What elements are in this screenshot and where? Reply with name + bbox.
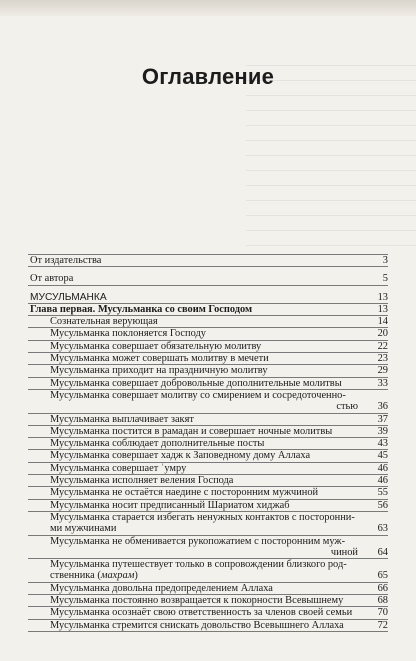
toc-entry[interactable] bbox=[28, 620, 388, 632]
toc-entry[interactable] bbox=[28, 255, 388, 267]
toc-entry-line1: Мусульманка совершает молитву со смирением и сосредоточенно- bbox=[50, 389, 346, 401]
toc-entry-page: 5 bbox=[382, 273, 388, 285]
page-title: Оглавление bbox=[141, 64, 275, 89]
toc-entry[interactable] bbox=[28, 341, 388, 353]
toc-entry-page: 29 bbox=[377, 365, 388, 377]
table-of-contents bbox=[28, 254, 388, 632]
toc-entry[interactable] bbox=[28, 328, 388, 340]
toc-entry-page: 70 bbox=[377, 607, 388, 619]
toc-entry[interactable] bbox=[28, 583, 388, 595]
toc-entry-title: Мусульманка исполняет веления Господа bbox=[50, 475, 234, 487]
toc-entry-line1: Мусульманка путешествует только в сопровождении близкого род- bbox=[50, 559, 347, 571]
toc-entry-page: 39 bbox=[377, 425, 388, 437]
toc-entry-page: 37 bbox=[377, 413, 388, 425]
toc-entry-page: 14 bbox=[377, 316, 388, 328]
toc-entry-line1: Мусульманка старается избегать ненужных контактов с посторонни- bbox=[50, 511, 355, 523]
toc-entry[interactable] bbox=[28, 536, 388, 560]
toc-chapter-heading[interactable] bbox=[28, 304, 388, 316]
page-top-edge bbox=[0, 0, 416, 16]
toc-entry-line2 bbox=[50, 570, 360, 581]
toc-entry-title bbox=[28, 512, 366, 535]
toc-entry[interactable] bbox=[28, 512, 388, 536]
toc-entry-page: 43 bbox=[377, 438, 388, 450]
toc-entry-line2: чиной bbox=[330, 546, 358, 558]
toc-entry-title: Мусульманка соблюдает дополнительные посты bbox=[50, 438, 265, 450]
toc-entry-title: Мусульманка совершает добровольные дополнительные молитвы bbox=[50, 377, 342, 389]
toc-entry-line2: стью bbox=[336, 401, 358, 413]
toc-entry-line2: ми мужчинами bbox=[50, 523, 117, 535]
toc-entry-page: 13 bbox=[377, 303, 388, 315]
toc-entry-title: Мусульманка совершает обязательную молитву bbox=[50, 340, 262, 352]
toc-entry-title: Мусульманка постится в рамадан и совершает ночные молитвы bbox=[50, 425, 333, 437]
toc-entry-title: Мусульманка приходит на праздничную молитву bbox=[50, 365, 268, 377]
toc-entry[interactable] bbox=[28, 450, 388, 462]
toc-entry-title bbox=[28, 536, 366, 559]
toc-entry-page: 45 bbox=[377, 450, 388, 462]
toc-entry-title: Мусульманка довольна предопределением Аллаха bbox=[50, 582, 273, 594]
toc-entry-page: 46 bbox=[377, 462, 388, 474]
toc-entry-line2-term: махрам bbox=[100, 570, 135, 582]
toc-entry[interactable] bbox=[28, 500, 388, 512]
toc-entry[interactable] bbox=[28, 316, 388, 328]
toc-entry-line2-end: ) bbox=[134, 570, 138, 582]
toc-entry-page: 72 bbox=[377, 619, 388, 631]
toc-entry-title: Мусульманка выплачивает закят bbox=[50, 413, 194, 425]
toc-entry-page: 33 bbox=[377, 377, 388, 389]
toc-entry-page: 46 bbox=[377, 475, 388, 487]
toc-entry[interactable] bbox=[28, 438, 388, 450]
toc-entry-title: Мусульманка поклоняется Господу bbox=[50, 328, 206, 340]
toc-entry-page: 23 bbox=[377, 353, 388, 365]
show-through-text bbox=[246, 60, 416, 260]
toc-entry-page: 3 bbox=[382, 255, 388, 266]
toc-entry[interactable] bbox=[28, 365, 388, 377]
toc-entry[interactable] bbox=[28, 426, 388, 438]
toc-entry[interactable] bbox=[28, 607, 388, 619]
toc-entry-title: Мусульманка носит предписанный Шариатом хиджаб bbox=[50, 499, 290, 511]
toc-entry[interactable] bbox=[28, 463, 388, 475]
toc-entry-title bbox=[28, 559, 366, 582]
toc-entry-title: Мусульманка может совершать молитву в мечети bbox=[50, 353, 269, 365]
toc-entry-title: Мусульманка совершает ʿумру bbox=[50, 462, 187, 474]
toc-entry-title: Мусульманка постоянно возвращается к покорности Всевышнему bbox=[50, 595, 344, 607]
toc-entry-page: 68 bbox=[377, 595, 388, 607]
toc-entry[interactable] bbox=[28, 273, 388, 285]
toc-entry-page: 55 bbox=[377, 487, 388, 499]
toc-entry-page: 66 bbox=[377, 582, 388, 594]
toc-entry-page: 56 bbox=[377, 499, 388, 511]
toc-entry-title: Сознательная верующая bbox=[50, 316, 158, 328]
toc-entry[interactable] bbox=[28, 595, 388, 607]
toc-entry-line1: Мусульманка не обменивается рукопожатием с посторонним муж- bbox=[50, 535, 346, 547]
toc-entry[interactable] bbox=[28, 475, 388, 487]
toc-entry-page: 20 bbox=[377, 328, 388, 340]
toc-entry-title bbox=[28, 390, 366, 413]
toc-entry-title: Мусульманка совершает хадж к Заповедному дому Аллаха bbox=[50, 450, 311, 462]
toc-entry-title: Мусульманка не остаётся наедине с посторонним мужчиной bbox=[50, 487, 319, 499]
toc-entry[interactable] bbox=[28, 414, 388, 426]
toc-entry-title: От автора bbox=[30, 273, 74, 285]
toc-entry[interactable] bbox=[28, 390, 388, 414]
toc-entry[interactable] bbox=[28, 559, 388, 583]
toc-entry-title: Глава первая. Мусульманка со своим Господом bbox=[30, 303, 253, 315]
toc-entry-page: 13 bbox=[377, 291, 388, 303]
toc-entry-page: 22 bbox=[377, 340, 388, 352]
toc-section-heading[interactable] bbox=[28, 292, 388, 304]
toc-entry[interactable] bbox=[28, 378, 388, 390]
toc-entry-page: 36 bbox=[377, 401, 388, 413]
toc-entry-title: От издательства bbox=[30, 255, 102, 266]
toc-entry[interactable] bbox=[28, 487, 388, 499]
toc-entry-title: Мусульманка стремится снискать довольство Всевышнего Аллаха bbox=[50, 619, 344, 631]
toc-entry[interactable] bbox=[28, 353, 388, 365]
toc-entry-title: МУСУЛЬМАНКА bbox=[30, 291, 107, 303]
toc-entry-page: 64 bbox=[377, 546, 388, 558]
toc-entry-page: 65 bbox=[377, 570, 388, 582]
toc-entry-title: Мусульманка осознаёт свою ответственность за членов своей семьи bbox=[50, 607, 353, 619]
toc-entry-line2-start: ственника ( bbox=[50, 570, 101, 582]
toc-entry-page: 63 bbox=[377, 523, 388, 535]
